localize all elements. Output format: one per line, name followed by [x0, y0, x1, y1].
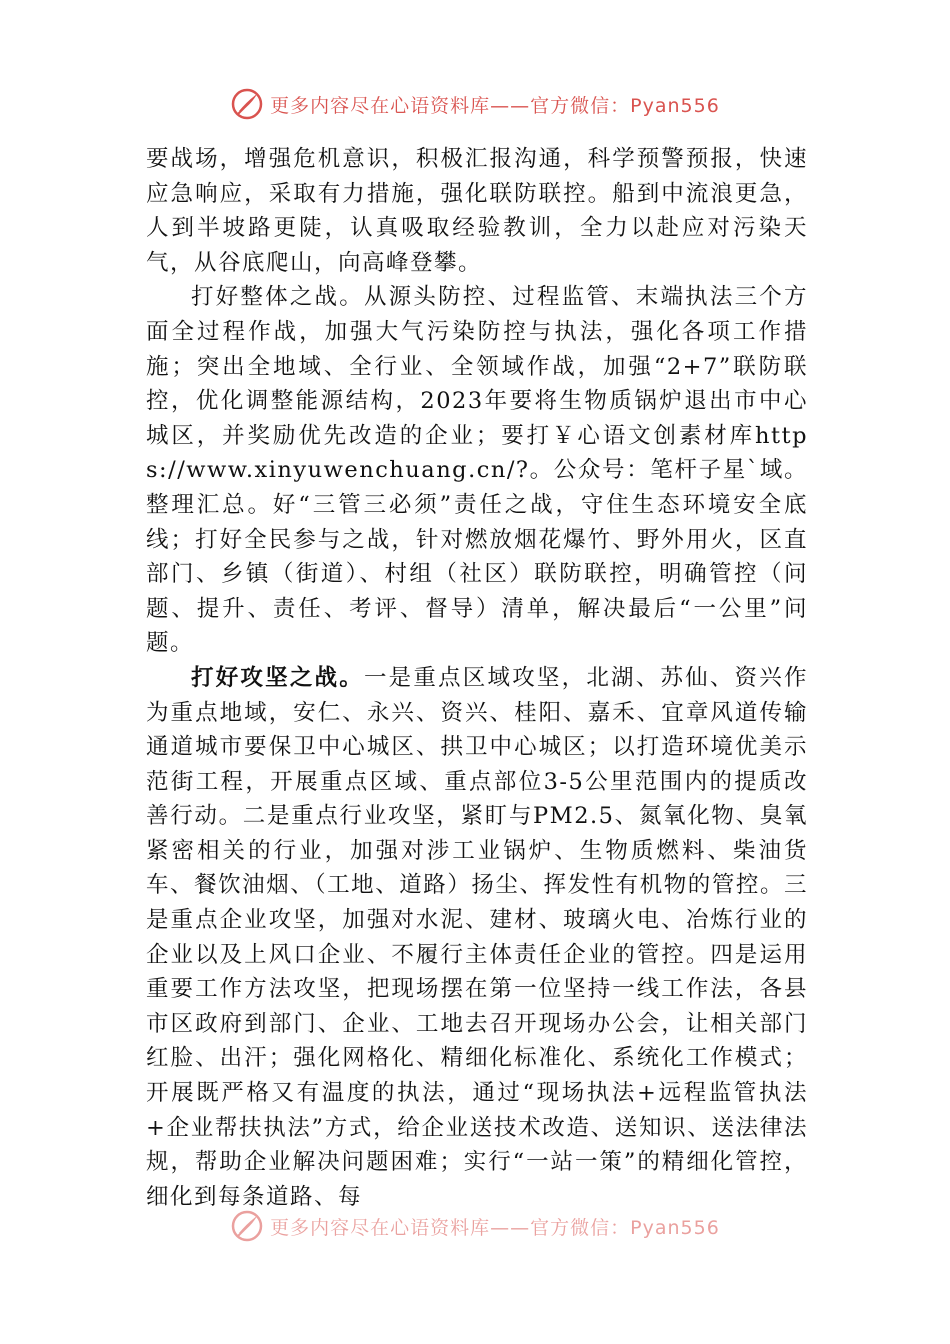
header-banner-text: 更多内容尽在心语资料库——官方微信：Pyan556 [270, 94, 720, 117]
quill-seal-logo-icon [230, 87, 264, 121]
document-body [146, 142, 808, 1214]
page-header-banner [0, 84, 950, 124]
paragraph-3-lead: 打好攻坚之战。 [191, 664, 364, 691]
page-footer-banner [0, 1206, 950, 1246]
paragraph-1: 要战场，增强危机意识，积极汇报沟通，科学预警预报，快速应急响应，采取有力措施，强化联防联控。船到中流浪更急，人到半坡路更陡，认真吸取经验教训，全力以赴应对污染天气，从谷底爬山，向高峰登攀。 [146, 146, 808, 276]
quill-seal-logo-icon-footer [230, 1209, 264, 1243]
footer-banner-text: 更多内容尽在心语资料库——官方微信：Pyan556 [270, 1216, 720, 1239]
paragraph-2: 打好整体之战。从源头防控、过程监管、末端执法三个方面全过程作战，加强大气污染防控与执法，强化各项工作措施；突出全地域、全行业、全领域作战，加强“2+7”联防联控，优化调整能源结构，2023年要将生物质锅炉退出市中心城区，并奖励优先改造的企业；要打￥心语文创素材库https://www.xinyuwenchuang.cn/?。公众号：笔杆子星`域。整理汇总。好“三管三必须”责任之战，守住生态环境安全底线；打好全民参与之战，针对燃放烟花爆竹、野外用火，区直部门、乡镇（街道）、村组（社区）联防联控，明确管控（问题、提升、责任、考评、督导）清单，解决最后“一公里”问题。 [146, 284, 808, 657]
paragraph-3-text: 一是重点区域攻坚，北湖、苏仙、资兴作为重点地域，安仁、永兴、资兴、桂阳、嘉禾、宜章风道传输通道城市要保卫中心城区、拱卫中心城区；以打造环境优美示范街工程，开展重点区域、重点部位3-5公里范围内的提质改善行动。二是重点行业攻坚，紧盯与PM2.5、氮氧化物、臭氧紧密相关的行业，加强对涉工业锅炉、生物质燃料、柴油货车、餐饮油烟、（工地、道路）扬尘、挥发性有机物的管控。三是重点企业攻坚，加强对水泥、建材、玻璃火电、冶炼行业的企业以及上风口企业、不履行主体责任企业的管控。四是运用重要工作方法攻坚，把现场摆在第一位坚持一线工作法，各县市区政府到部门、企业、工地去召开现场办公会，让相关部门红脸、出汗；强化网格化、精细化标准化、系统化工作模式；开展既严格又有温度的执法，通过“现场执法+远程监管执法+企业帮扶执法”方式，给企业送技术改造、送知识、送法律法规，帮助企业解决问题困难；实行“一站一策”的精细化管控，细化到每条道路、每 [146, 664, 808, 1210]
paragraph-3 [146, 661, 808, 1215]
